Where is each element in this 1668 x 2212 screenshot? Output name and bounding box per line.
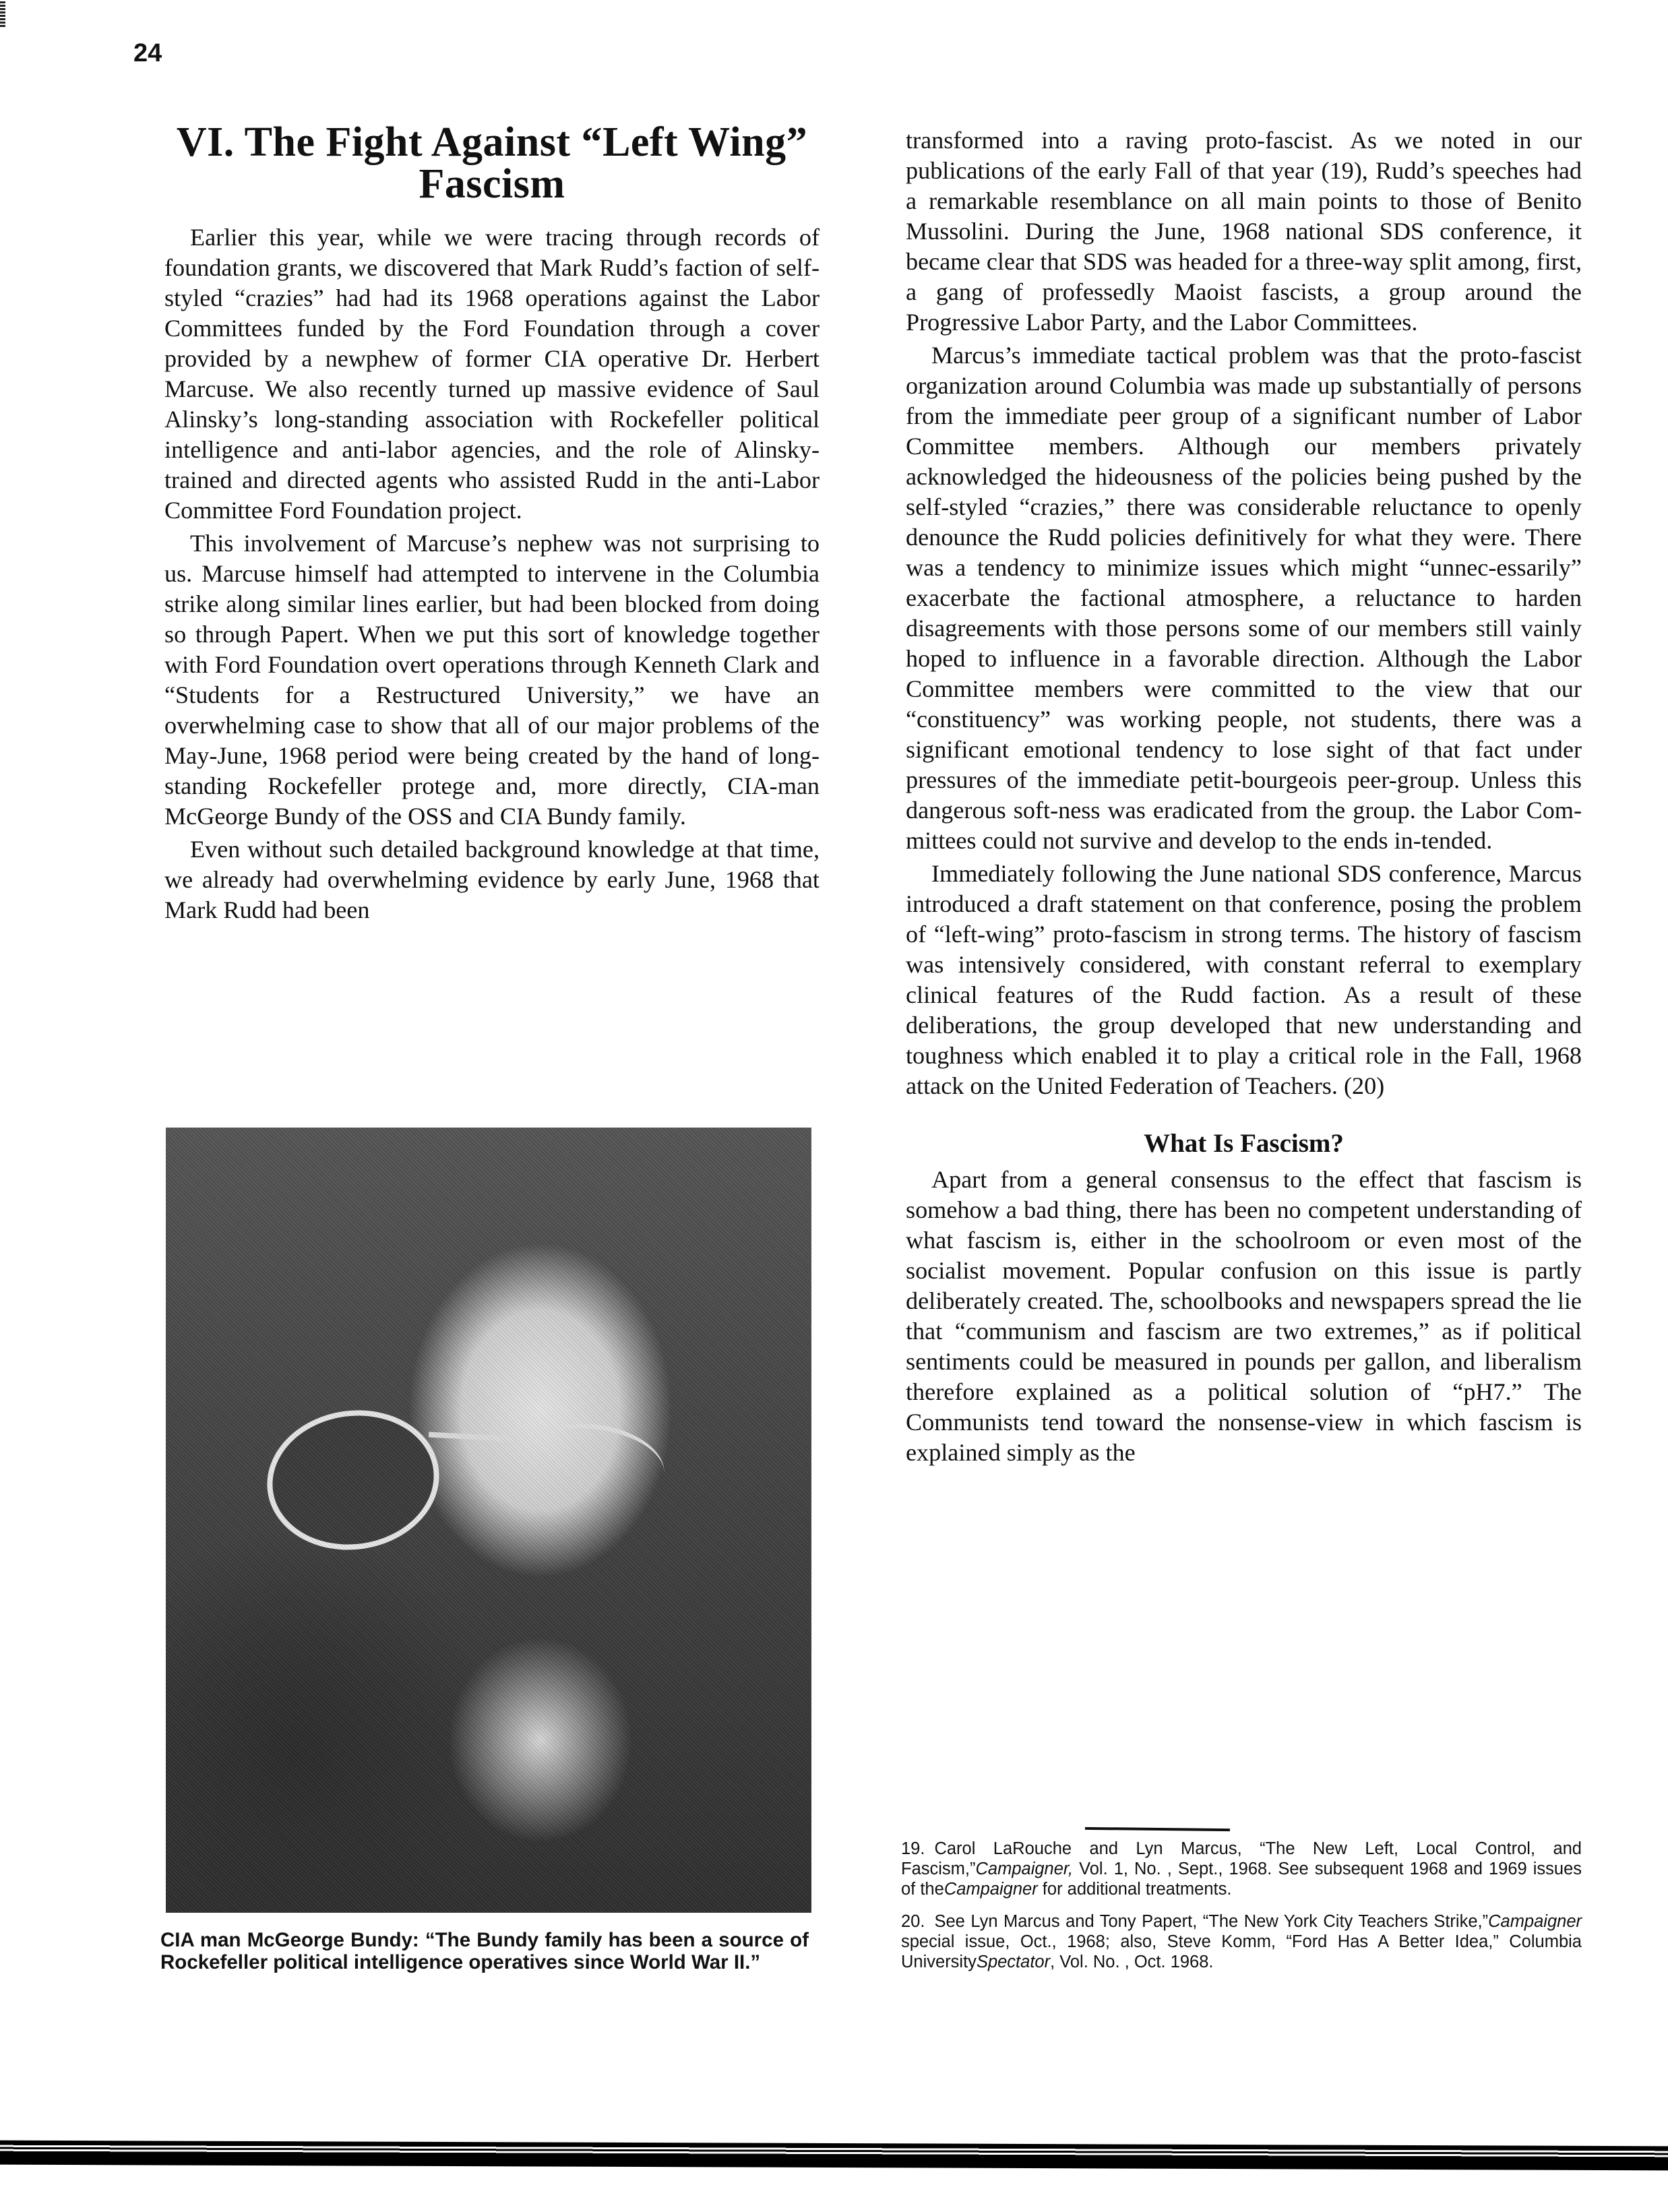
page-bottom-rule xyxy=(0,2141,1668,2171)
page-number: 24 xyxy=(133,39,162,67)
glasses-frame-icon xyxy=(512,1417,669,1517)
footnote-number: 20. xyxy=(901,1912,925,1931)
footnote-text: for additional treatments. xyxy=(1037,1880,1232,1899)
glasses-lens-icon xyxy=(258,1399,448,1561)
portrait-photo xyxy=(166,1128,811,1913)
section-heading: What Is Fascism? xyxy=(1144,1129,1344,1158)
footnote-number: 19. xyxy=(901,1839,925,1858)
body-paragraph: Immediately following the June national SDS conference, Marcus introduced a draft statement on that conference, posing the problem of “left-wing” proto-fascism in strong terms. The history of fascism was intensively considered, with constant referral to exemplary clinical features of the Rudd faction. As a result of these deliberations, the group developed that new understanding and toughness which enabled it to play a critical role in the Fall, 1968 attack on the United Federation of Teachers. (20) xyxy=(906,860,1582,1099)
footnote-divider xyxy=(1085,1827,1230,1831)
footnote-text: Carol LaRouche and Lyn Marcus, “The New Left, Local Control, and Fascism,” xyxy=(901,1839,1582,1878)
footnote-publication: Campaigner xyxy=(1488,1912,1582,1931)
body-paragraph: This involvement of Marcuse’s nephew was not surprising to us. Marcuse himself had attempted to intervene in the Columbia strike along similar lines earlier, but had been blocked from doing so through Papert. When we put this sort of knowledge together with Ford Foundation overt operations through Kenneth Clark and “Students for a Restructured University,” we have an overwhelming case to show that all of our major problems of the May-June, 1968 period were being created by the hand of long-standing Rockefeller protege and, more directly, CIA-man McGeorge Bundy of the OSS and CIA Bundy family. xyxy=(164,530,820,830)
scan-edge-mark xyxy=(0,0,5,27)
body-paragraph: Even without such detailed background knowledge at that time, we already had overwhelming evidence by early June, 1968 that Mark Rudd had been xyxy=(164,836,820,923)
footnote-text: Vol. 1, No. , Sept., 1968. See subsequent 1968 and 1969 issues of the xyxy=(901,1860,1582,1899)
footnote-text: special issue, Oct., 1968; also, Steve Komm, “Ford Has A Better Idea,” Columbia University xyxy=(901,1932,1582,1971)
article-title: VI. The Fight Against “Left Wing” Fascism xyxy=(176,119,808,207)
body-paragraph: Earlier this year, while we were tracing through records of foundation grants, we discovered that Mark Rudd’s faction of self-styled “crazies” had had its 1968 operations against the Labor Committees funded by the Ford Foundation through a cover provided by a newphew of former CIA operative Dr. Herbert Marcuse. We also recently turned up massive evidence of Saul Alinsky’s long-standing association with Rockefeller political intelligence and anti-labor agencies, and the role of Alinsky-trained and directed agents who assisted Rudd in the anti-Labor Committee Ford Foundation project. xyxy=(164,224,820,524)
body-paragraph: transformed into a raving proto-fascist. As we noted in our publications of the early Fall of that year (19), Rudd’s speeches had a remarkable resemblance on all main points to those of Benito Mussolini. During the June, 1968 national SDS conference, it became clear that SDS was headed for a three-way split among, first, a gang of professedly Maoist fascists, a group around the Progressive Labor Party, and the Labor Committees. xyxy=(906,127,1582,336)
photo-caption: CIA man McGeorge Bundy: “The Bundy family has been a source of Rockefeller political intelligence operatives since World War II.” xyxy=(160,1929,809,1973)
glasses-bridge-icon xyxy=(429,1432,520,1442)
right-column xyxy=(906,125,1582,1471)
footnote-text: , Vol. No. , Oct. 1968. xyxy=(1050,1953,1214,1971)
footnote-publication: Spectator xyxy=(976,1953,1051,1971)
body-paragraph: Marcus’s immediate tactical problem was that the proto-fascist organization around Columbia was made up substantially of persons from the immediate peer group of a significant number of Labor Committee members. Although our members privately acknowledged the hideousness of the policies being pushed by the self-styled “crazies,” there was considerable reluctance to openly denounce the Rudd policies definitively for what they were. There was a tendency to minimize issues which might “unnec-essarily” exacerbate the factional atmosphere, a reluctance to harden disagreements with those persons some of our members still vainly hoped to influence in a favorable direction. Although the Labor Committee members were committed to the view that our “constituency” was working people, not students, there was a significant emotional tendency to lose sight of that fact under pressures of the immediate petit-bourgeois peer-group. Unless this dangerous soft-ness was eradicated from the group. the Labor Com-mittees could not survive and develop to the ends in-tended. xyxy=(906,342,1582,854)
left-column xyxy=(164,121,820,928)
footnote-19 xyxy=(901,1839,1582,1899)
footnote-publication: Campaigner xyxy=(944,1880,1038,1899)
footnote-20 xyxy=(901,1911,1582,1972)
body-paragraph: Apart from a general consensus to the effect that fascism is somehow a bad thing, there has been no competent understanding of what fascism is, either in the schoolroom or even most of the socialist movement. Popular confusion on this issue is partly deliberately created. The, schoolbooks and newspapers spread the lie that “communism and fascism are two extremes,” as if political sentiments could be measured in pounds per gallon, and liberalism therefore explained as a political solution of “pH7.” The Communists tend toward the nonsense-view in which fascism is explained simply as the xyxy=(906,1166,1582,1466)
footnotes xyxy=(901,1839,1582,1984)
footnote-text: See Lyn Marcus and Tony Papert, “The New York City Teachers Strike,” xyxy=(934,1912,1489,1931)
footnote-publication: Campaigner, xyxy=(975,1860,1074,1878)
